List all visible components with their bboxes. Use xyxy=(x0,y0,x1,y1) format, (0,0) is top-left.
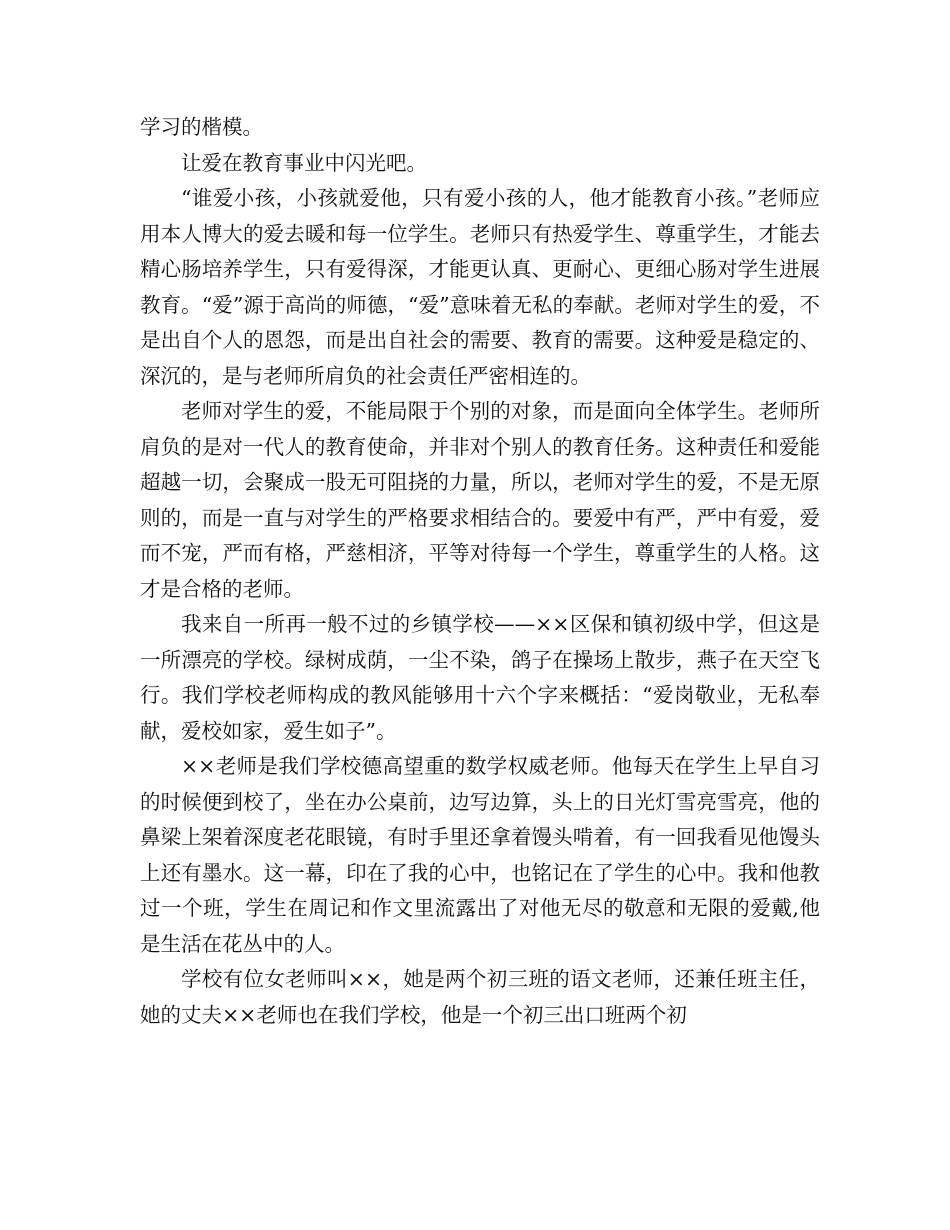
paragraph-6: ××老师是我们学校德高望重的数学权威老师。他每天在学生上早自习的时候便到校了，坐在办公桌前，边写边算，头上的日光灯雪亮雪亮，他的鼻梁上架着深度老花眼镜，有时手里还拿着馒头啃着，有一回我看见他馒头上还有墨水。这一幕，印在了我的心中，也铭记在了学生的心中。我和他教过一个班，学生在周记和作文里流露出了对他无尽的敬意和无限的爱戴,他是生活在花丛中的人。 xyxy=(140,754,820,956)
body-text xyxy=(140,110,820,1033)
paragraph-4: 老师对学生的爱，不能局限于个别的对象，而是面向全体学生。老师所肩负的是对一代人的教育使命，并非对个别人的教育任务。这种责任和爱能超越一切，会聚成一股无可阻挠的力量，所以，老师对学生的爱，不是无原则的，而是一直与对学生的严格要求相结合的。要爱中有严，严中有爱，爱而不宠，严而有格，严慈相济，平等对待每一个学生，尊重学生的人格。这才是合格的老师。 xyxy=(140,399,820,601)
paragraph-5: 我来自一所再一般不过的乡镇学校——××区保和镇初级中学，但这是一所漂亮的学校。绿树成荫，一尘不染，鸽子在操场上散步，燕子在天空飞行。我们学校老师构成的教风能够用十六个字来概括：“爱岗敬业，无私奉献，爱校如家，爱生如子”。 xyxy=(140,612,820,743)
paragraph-2: 让爱在教育事业中闪光吧。 xyxy=(181,150,427,175)
paragraph-7: 学校有位女老师叫××，她是两个初三班的语文老师，还兼任班主任，她的丈夫××老师也在我们学校，他是一个初三出口班两个初 xyxy=(140,967,820,1027)
paragraph-1: 学习的楷模。 xyxy=(140,115,263,139)
paragraph-3: “谁爱小孩，小孩就爱他，只有爱小孩的人，他才能教育小孩。”老师应用本人博大的爱去暖和每一位学生。老师只有热爱学生、尊重学生，才能去精心肠培养学生，只有爱得深，才能更认真、更耐心、更细心肠对学生进展教育。“爱”源于高尚的师德，“爱”意味着无私的奉献。老师对学生的爱，不是出自个人的恩怨，而是出自社会的需要、教育的需要。这种爱是稳定的、深沉的，是与老师所肩负的社会责任严密相连的。 xyxy=(140,186,820,388)
